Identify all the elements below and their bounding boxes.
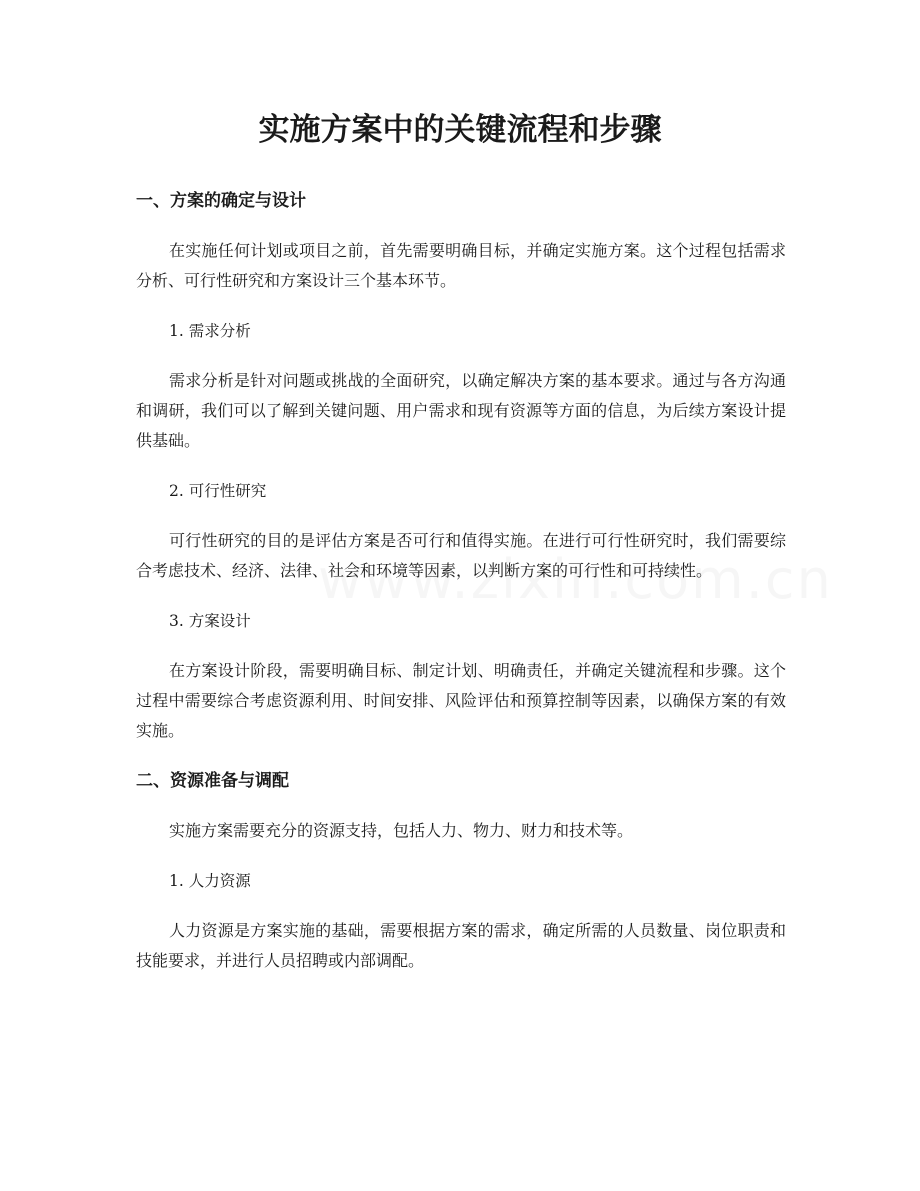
page-title: 实施方案中的关键流程和步骤 [258, 112, 662, 148]
paragraph-intro: 在实施任何计划或项目之前，首先需要明确目标，并确定实施方案。这个过程包括需求分析、可行性研究和方案设计三个基本环节。 [136, 241, 786, 290]
list-item-1: 1. 需求分析 [169, 322, 251, 340]
paragraph-feasibility: 可行性研究的目的是评估方案是否可行和值得实施。在进行可行性研究时，我们需要综合考虑技术、经济、法律、社会和环境等因素，以判断方案的可行性和可持续性。 [136, 531, 786, 580]
list-item-2: 2. 可行性研究 [169, 482, 267, 500]
section-heading-2: 二、资源准备与调配 [136, 771, 289, 791]
list-item-4: 1. 人力资源 [169, 872, 251, 890]
document-body [136, 186, 786, 996]
paragraph-needs-analysis: 需求分析是针对问题或挑战的全面研究，以确定解决方案的基本要求。通过与各方沟通和调研，我们可以了解到关键问题、用户需求和现有资源等方面的信息，为后续方案设计提供基础。 [136, 371, 786, 450]
paragraph-resources: 实施方案需要充分的资源支持，包括人力、物力、财力和技术等。 [169, 821, 634, 840]
paragraph-design: 在方案设计阶段，需要明确目标、制定计划、明确责任，并确定关键流程和步骤。这个过程中需要综合考虑资源利用、时间安排、风险评估和预算控制等因素，以确保方案的有效实施。 [136, 661, 786, 740]
paragraph-human-resources: 人力资源是方案实施的基础，需要根据方案的需求，确定所需的人员数量、岗位职责和技能要求，并进行人员招聘或内部调配。 [136, 921, 786, 970]
section-heading-1: 一、方案的确定与设计 [136, 191, 306, 211]
list-item-3: 3. 方案设计 [169, 612, 251, 630]
